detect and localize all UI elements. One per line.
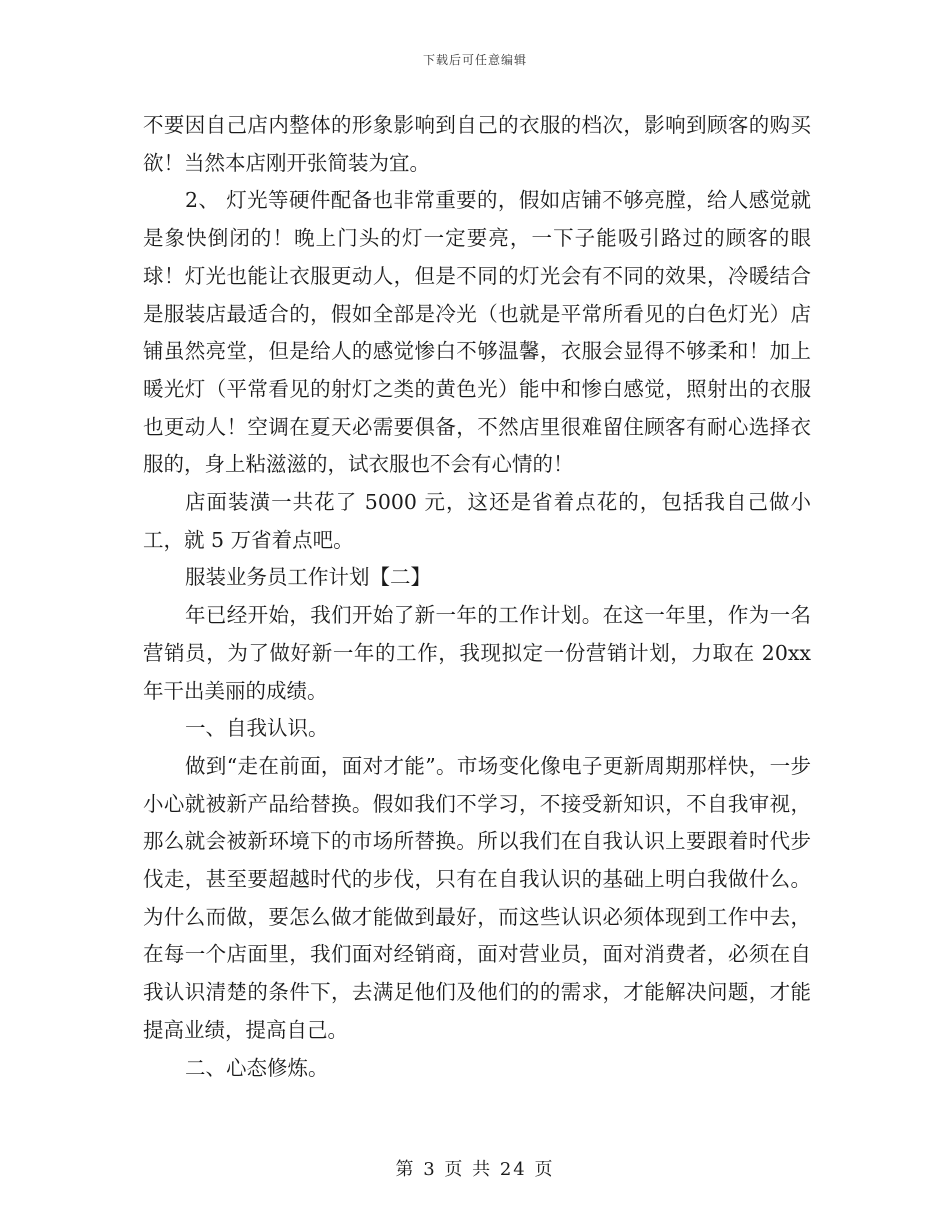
- page-number: 第 3 页 共 24 页: [395, 1159, 555, 1180]
- section-title: 服装业务员工作计划【二】: [185, 565, 431, 590]
- paragraph: 年已经开始，我们开始了新一年的工作计划。在这一年里，作为一名营销员，为了做好新一年的工作，我现拟定一份营销计划，力取在 20xx 年干出美丽的成绩。: [143, 603, 811, 703]
- paragraph: 2、 灯光等硬件配备也非常重要的，假如店铺不够亮膛，给人感觉就是象快倒闭的！晚上门头的灯一定要亮，一下子能吸引路过的顾客的眼球！灯光也能让衣服更动人，但是不同的灯光会有不同的效果，冷暖结合是服装店最适合的，假如全部是冷光（也就是平常所看见的白色灯光）店铺虽然亮堂，但是给人的感觉惨白不够温馨，衣服会显得不够柔和！加上暖光灯（平常看见的射灯之类的黄色光）能中和惨白感觉，照射出的衣服也更动人！空调在夏天必需要俱备，不然店里很难留住顾客有耐心选择衣服的，身上粘滋滋的，试衣服也不会有心情的！: [143, 188, 811, 477]
- section-heading: 二、心态修炼。: [185, 1055, 329, 1080]
- section-heading: 一、自我认识。: [185, 716, 329, 741]
- paragraph: 店面装潢一共花了 5000 元，这还是省着点花的，包括我自己做小工，就 5 万省着点吧。: [143, 490, 811, 552]
- page-header-note: 下载后可任意编辑: [422, 53, 527, 67]
- document-body: [143, 107, 811, 1087]
- paragraph: 不要因自己店内整体的形象影响到自己的衣服的档次，影响到顾客的购买欲！当然本店刚开张简装为宜。: [143, 113, 811, 175]
- paragraph: 做到“走在前面，面对才能”。市场变化像电子更新周期那样快，一步小心就被新产品给替换。假如我们不学习，不接受新知识，不自我审视，那么就会被新环境下的市场所替换。所以我们在自我认识上要跟着时代步伐走，甚至要超越时代的步伐，只有在自我认识的基础上明白我做什么。为什么而做，要怎么做才能做到最好，而这些认识必须体现到工作中去，在每一个店面里，我们面对经销商，面对营业员，面对消费者，必须在自我认识清楚的条件下，去满足他们及他们的的需求，才能解决问题，才能提高业绩，提高自己。: [143, 753, 811, 1042]
